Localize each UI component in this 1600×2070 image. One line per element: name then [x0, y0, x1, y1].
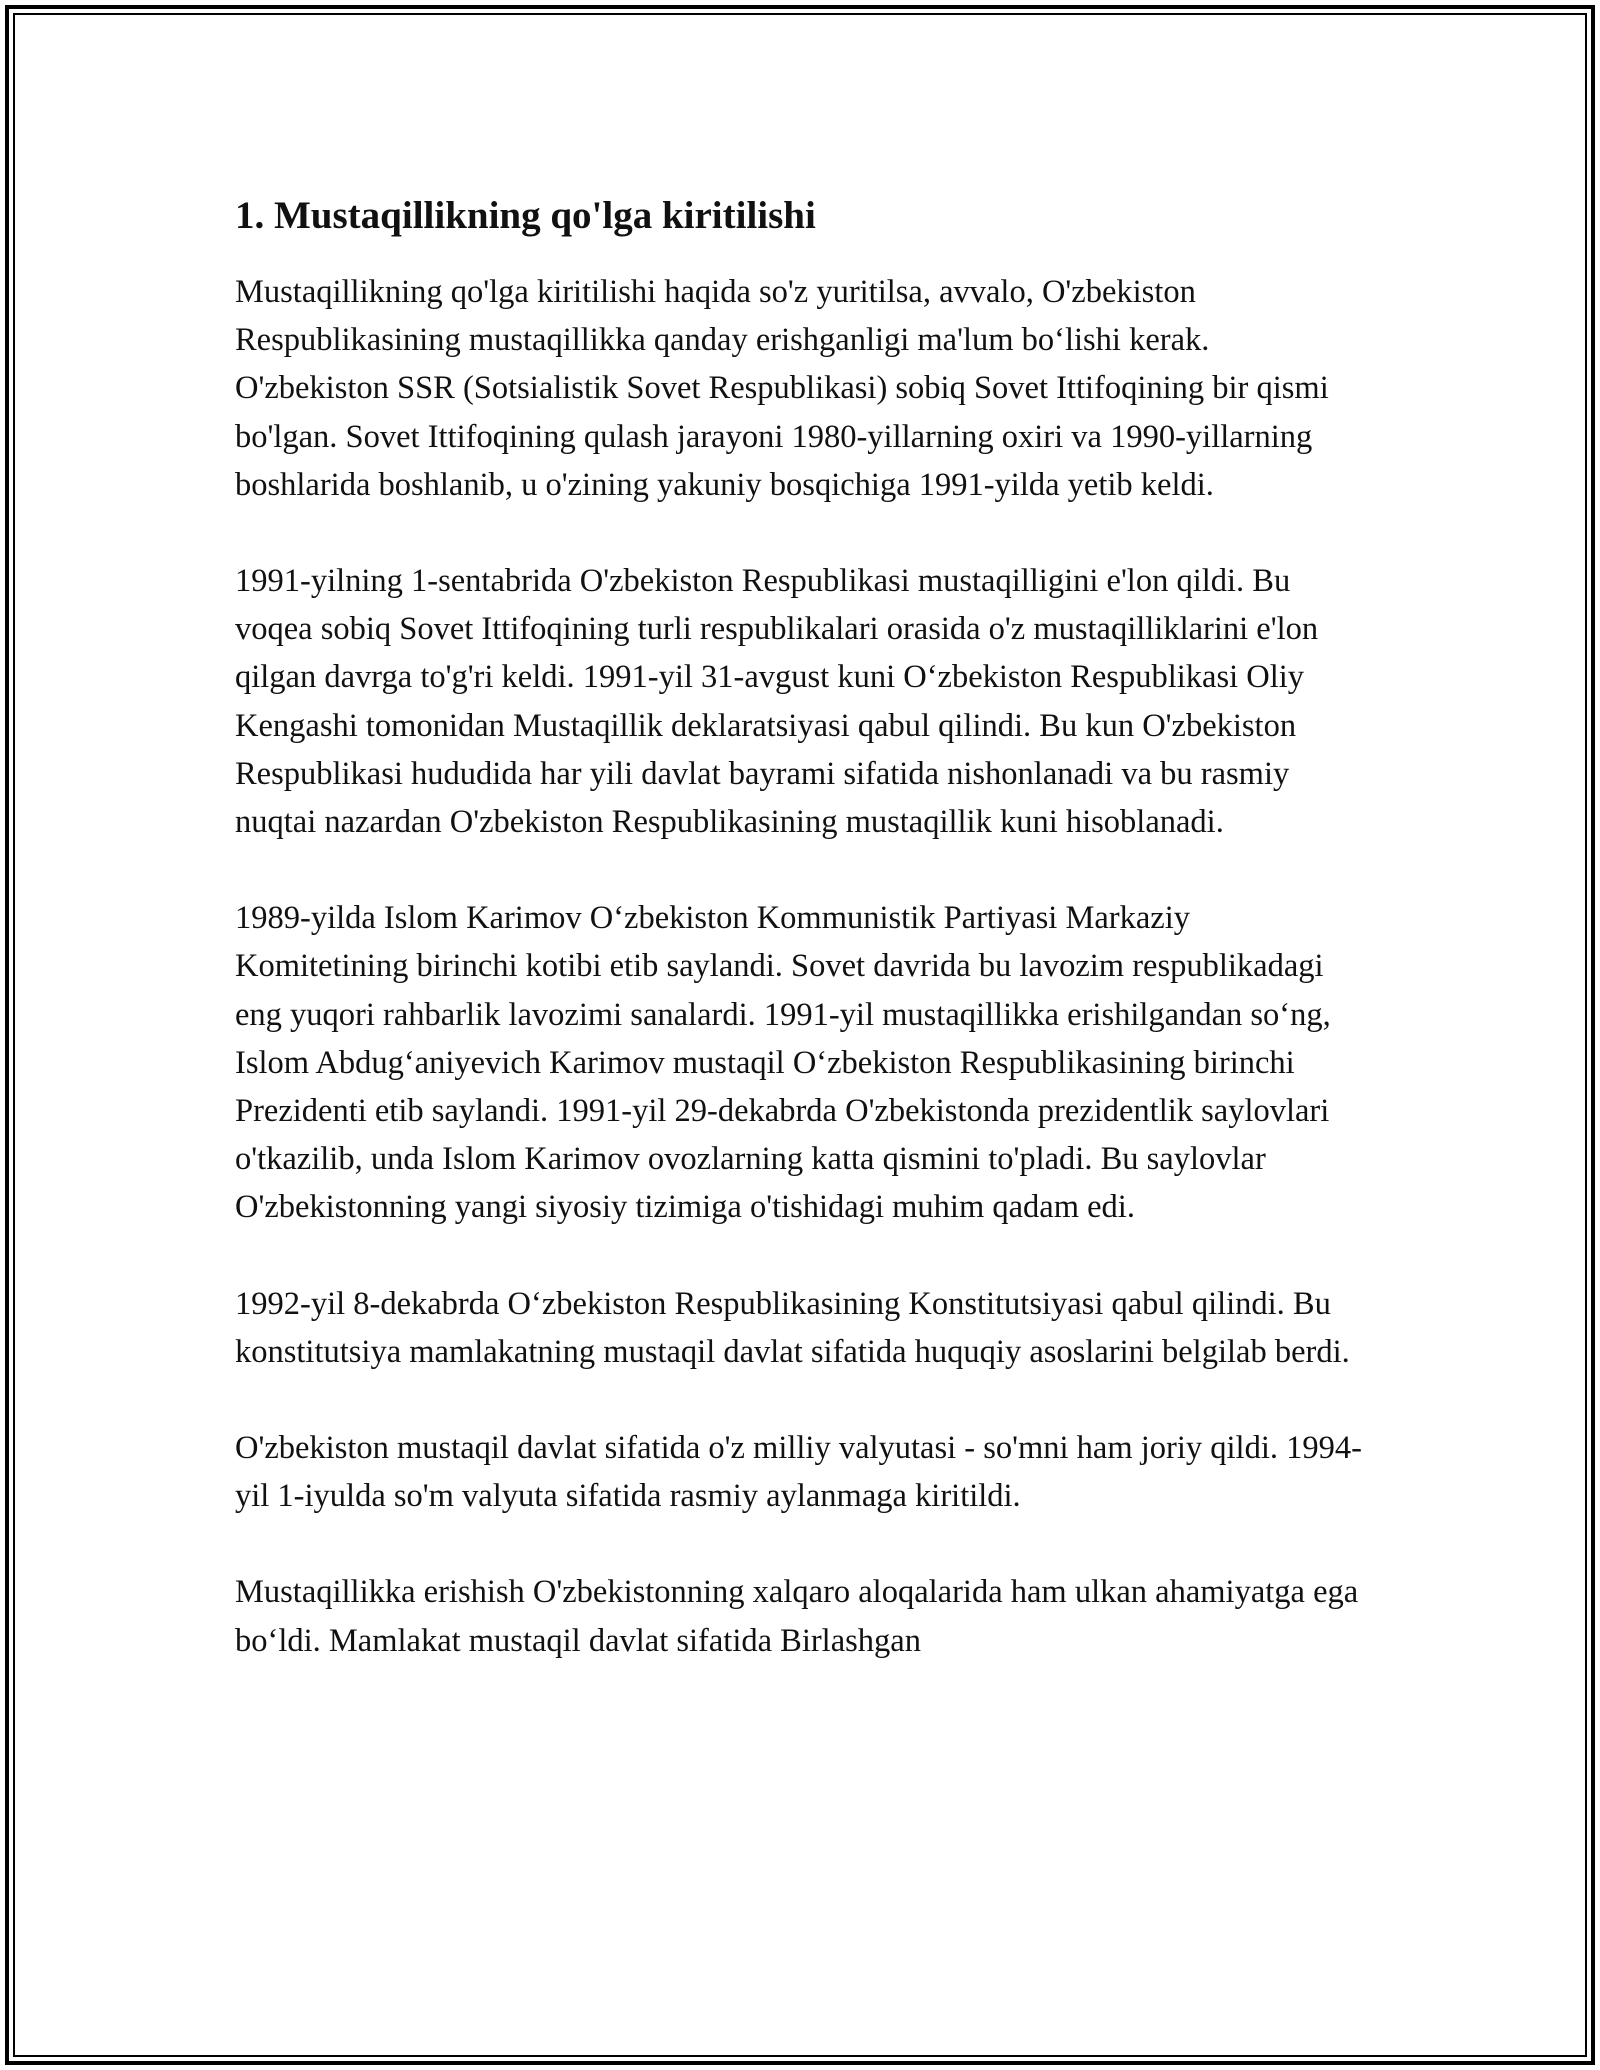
paragraph-5: O'zbekiston mustaqil davlat sifatida o'z milliy valyutasi - so'mni ham joriy qildi. 1994-yil 1-iyulda so'm valyuta sifatida rasmiy aylanmaga kiritildi. — [235, 1430, 1362, 1515]
section-heading: 1. Mustaqillikning qo'lga kiritilishi — [235, 194, 816, 237]
document-body — [235, 180, 1370, 1713]
paragraph-1: Mustaqillikning qo'lga kiritilishi haqida so'z yuritilsa, avvalo, O'zbekiston Respublikasining mustaqillikka qanday erishganligi ma'lum bo‘lishi kerak. O'zbekiston SSR (Sotsialistik Sovet Respublikasi) sobiq Sovet Ittifoqining bir qismi bo'lgan. Sovet Ittifoqining qulash jarayoni 1980-yillarning oxiri va 1990-yillarning boshlarida boshlanib, u o'zining yakuniy bosqichiga 1991-yilda yetib keldi. — [235, 274, 1329, 503]
paragraph-3: 1989-yilda Islom Karimov O‘zbekiston Kommunistik Partiyasi Markaziy Komitetining birinchi kotibi etib saylandi. Sovet davrida bu lavozim respublikadagi eng yuqori rahbarlik lavozimi sanalardi. 1991-yil mustaqillikka erishilgandan so‘ng, Islom Abdug‘aniyevich Karimov mustaqil O‘zbekiston Respublikasining birinchi Prezidenti etib saylandi. 1991-yil 29-dekabrda O'zbekistonda prezidentlik saylovlari o'tkazilib, unda Islom Karimov ovozlarning katta qismini to'pladi. Bu saylovlar O'zbekistonning yangi siyosiy tizimiga o'tishidagi muhim qadam edi. — [235, 900, 1331, 1226]
paragraph-4: 1992-yil 8-dekabrda O‘zbekiston Respublikasining Konstitutsiyasi qabul qilindi. Bu konstitutsiya mamlakatning mustaqil davlat sifatida huquqiy asoslarini belgilab berdi. — [235, 1285, 1350, 1370]
paragraph-6: Mustaqillikka erishish O'zbekistonning xalqaro aloqalarida ham ulkan ahamiyatga ega bo‘ldi. Mamlakat mustaqil davlat sifatida Birlashgan — [235, 1574, 1359, 1659]
paragraph-2: 1991-yilning 1-sentabrida O'zbekiston Respublikasi mustaqilligini e'lon qildi. Bu voqea sobiq Sovet Ittifoqining turli respublikalari orasida o'z mustaqilliklarini e'lon qilgan davrga to'g'ri keldi. 1991-yil 31-avgust kuni O‘zbekiston Respublikasi Oliy Kengashi tomonidan Mustaqillik deklaratsiyasi qabul qilindi. Bu kun O'zbekiston Respublikasi hududida har yili davlat bayrami sifatida nishonlanadi va bu rasmiy nuqtai nazardan O'zbekiston Respublikasining mustaqillik kuni hisoblanadi. — [235, 563, 1319, 841]
